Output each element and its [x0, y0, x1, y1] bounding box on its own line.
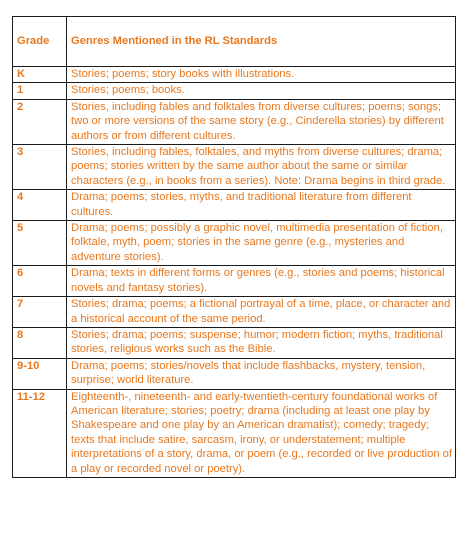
genres-cell: Stories; poems; books.	[67, 83, 456, 99]
grade-cell: 5	[13, 221, 67, 266]
grade-cell: 11-12	[13, 389, 67, 477]
table-row	[13, 327, 456, 358]
genres-cell: Stories, including fables and folktales from diverse cultures; poems; songs; two or more versions of the same story (e.g., Cinderella stories) by different authors or from different cultures.	[67, 99, 456, 144]
table-row	[13, 145, 456, 190]
grade-cell: 2	[13, 99, 67, 144]
grade-cell: 4	[13, 190, 67, 221]
grade-cell: 6	[13, 266, 67, 297]
genres-cell: Drama; poems; stories, myths, and traditional literature from different cultures.	[67, 190, 456, 221]
genres-cell: Drama; texts in different forms or genres (e.g., stories and poems; historical novels and fantasy stories).	[67, 266, 456, 297]
grade-cell: 7	[13, 297, 67, 328]
genres-cell: Drama; poems; stories/novels that include flashbacks, mystery, tension, surprise; world literature.	[67, 358, 456, 389]
grade-cell: 3	[13, 145, 67, 190]
genres-cell: Stories; drama; poems; a fictional portrayal of a time, place, or character and a historical account of the same period.	[67, 297, 456, 328]
grade-cell: 9-10	[13, 358, 67, 389]
genres-cell: Eighteenth-, nineteenth- and early-twentieth-century foundational works of American literature; stories; poetry; drama (including at least one play by Shakespeare and one play by an American dramatist); comedy; tragedy; texts that include satire, sarcasm, irony, or understatement; multiple interpretations of a story, drama, or poem (e.g., recorded or live production of a play or recorded novel or poetry).	[67, 389, 456, 477]
table-row	[13, 358, 456, 389]
genres-column-header: Genres Mentioned in the RL Standards	[67, 17, 456, 67]
grade-cell: 1	[13, 83, 67, 99]
genres-table-container	[12, 16, 455, 478]
table-row	[13, 297, 456, 328]
table-row	[13, 190, 456, 221]
table-row	[13, 266, 456, 297]
table-row	[13, 67, 456, 83]
genres-cell: Stories, including fables, folktales, and myths from diverse cultures; drama; poems; stories written by the same author about the same or similar characters (e.g., in books from a series). Note: Drama begins in third grade.	[67, 145, 456, 190]
genres-table	[12, 16, 456, 478]
genres-cell: Stories; drama; poems; suspense; humor; modern fiction; myths, traditional stories, religious works such as the Bible.	[67, 327, 456, 358]
grade-cell: 8	[13, 327, 67, 358]
header-row	[13, 17, 456, 67]
table-row	[13, 99, 456, 144]
table-header	[13, 17, 456, 67]
table-row	[13, 221, 456, 266]
table-row	[13, 83, 456, 99]
genres-cell: Stories; poems; story books with illustrations.	[67, 67, 456, 83]
genres-cell: Drama; poems; possibly a graphic novel, multimedia presentation of fiction, folktale, myth, poem; stories in the same genre (e.g., mysteries and adventure stories).	[67, 221, 456, 266]
table-body	[13, 67, 456, 478]
table-row	[13, 389, 456, 477]
grade-column-header: Grade	[13, 17, 67, 67]
grade-cell: K	[13, 67, 67, 83]
